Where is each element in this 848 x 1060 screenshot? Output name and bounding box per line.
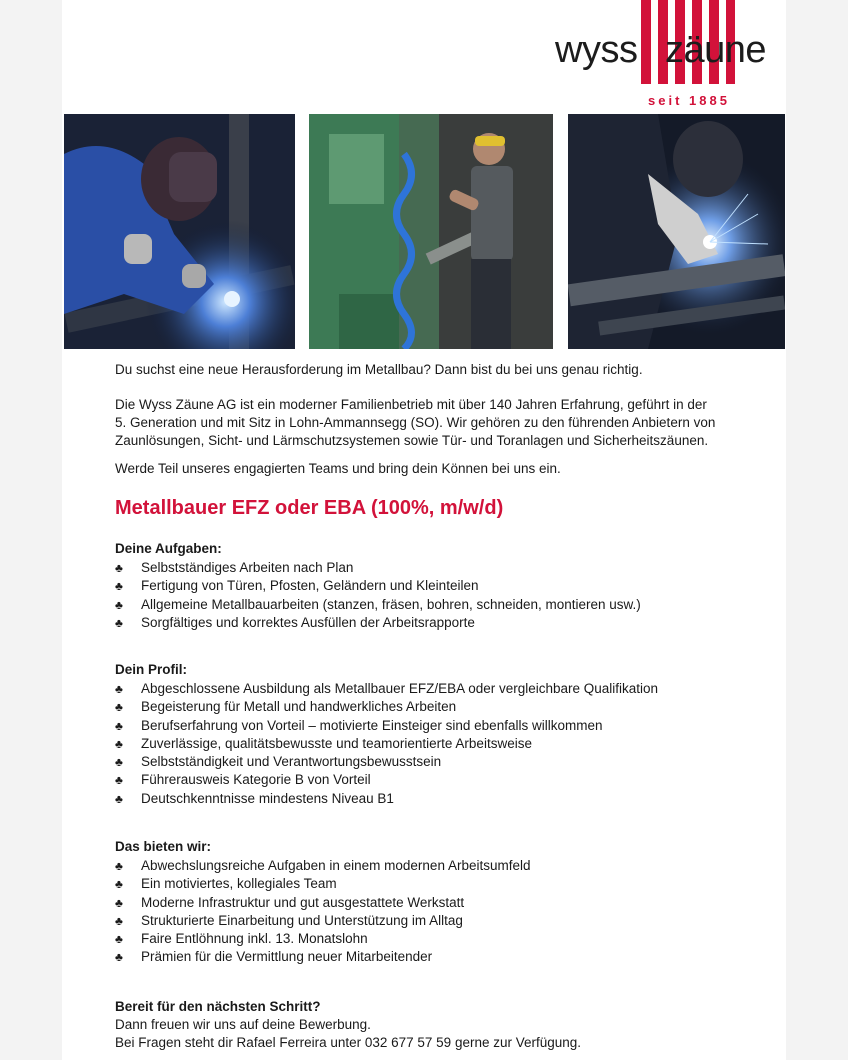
logo-word-right: zäune [665, 29, 767, 71]
club-bullet-icon: ♣ [115, 913, 123, 928]
photo-welding-sparks [568, 114, 785, 349]
list-item: ♣ Sorgfältiges und korrektes Ausfüllen der Arbeitsrapporte [115, 614, 785, 632]
intro-text-line: Die Wyss Zäune AG ist ein moderner Familienbetrieb mit über 140 Jahren Erfahrung, geführt in der [115, 397, 707, 412]
list-item: ♣ Deutschkenntnisse mindestens Niveau B1 [115, 790, 785, 808]
intro-paragraph-3 [115, 460, 785, 478]
intro-text-line: Zaunlösungen, Sicht- und Lärmschutzsystemen sowie Tür- und Toranlagen und Sicherheitszäunen. [115, 433, 709, 448]
intro-paragraph-1 [115, 361, 785, 379]
club-bullet-icon: ♣ [115, 950, 123, 965]
club-bullet-icon: ♣ [115, 877, 123, 892]
closing-heading: Bereit für den nächsten Schritt? [115, 999, 321, 1014]
photo-welder [64, 114, 295, 349]
offer-section [115, 838, 785, 967]
intro-text-line: 5. Generation und mit Sitz in Lohn-Ammannsegg (SO). Wir gehören zu den führenden Anbietern von [115, 415, 716, 430]
club-bullet-icon: ♣ [115, 895, 123, 910]
list-item: ♣ Abwechslungsreiche Aufgaben in einem modernen Arbeitsumfeld [115, 857, 785, 875]
club-bullet-icon: ♣ [115, 682, 123, 696]
club-bullet-icon: ♣ [115, 791, 123, 806]
profile-list [115, 680, 785, 808]
list-item: ♣ Selbstständiges Arbeiten nach Plan [115, 559, 785, 577]
intro-text: Werde Teil unseres engagierten Teams und bring dein Können bei uns ein. [115, 461, 561, 476]
tasks-list [115, 559, 785, 632]
list-item: ♣ Selbstständigkeit und Verantwortungsbewusstsein [115, 753, 785, 771]
club-bullet-icon: ♣ [115, 773, 123, 788]
closing-line: Dann freuen wir uns auf deine Bewerbung. [115, 1017, 371, 1032]
club-bullet-icon: ♣ [115, 597, 123, 612]
club-bullet-icon: ♣ [115, 736, 123, 751]
tasks-section [115, 540, 785, 632]
list-item: ♣ Fertigung von Türen, Pfosten, Geländern und Kleinteilen [115, 577, 785, 595]
list-item: ♣ Zuverlässige, qualitätsbewusste und teamorientierte Arbeitsweise [115, 735, 785, 753]
logo-tagline: seit 1885 [648, 93, 730, 108]
company-logo [555, 0, 770, 110]
intro-text: Du suchst eine neue Herausforderung im Metallbau? Dann bist du bei uns genau richtig. [115, 362, 643, 377]
offer-list [115, 857, 785, 967]
list-item: ♣ Berufserfahrung von Vorteil – motivierte Einsteiger sind ebenfalls willkommen [115, 717, 785, 735]
contact-line: Bei Fragen steht dir Rafael Ferreira unter 032 677 57 59 gerne zur Verfügung. [115, 1035, 582, 1050]
closing-section [115, 998, 581, 1052]
club-bullet-icon: ♣ [115, 859, 123, 873]
list-item: ♣ Begeisterung für Metall und handwerkliches Arbeiten [115, 698, 785, 716]
list-item: ♣ Ein motiviertes, kollegiales Team [115, 875, 785, 893]
profile-section [115, 661, 785, 808]
club-bullet-icon: ♣ [115, 615, 123, 630]
club-bullet-icon: ♣ [115, 561, 123, 575]
photo-press-worker [309, 114, 553, 349]
profile-heading: Dein Profil: [115, 662, 188, 677]
club-bullet-icon: ♣ [115, 700, 123, 715]
list-item: ♣ Moderne Infrastruktur und gut ausgestattete Werkstatt [115, 894, 785, 912]
club-bullet-icon: ♣ [115, 932, 123, 947]
club-bullet-icon: ♣ [115, 718, 123, 733]
list-item: ♣ Faire Entlöhnung inkl. 13. Monatslohn [115, 930, 785, 948]
list-item: ♣ Prämien für die Vermittlung neuer Mitarbeitender [115, 948, 785, 966]
list-item: ♣ Abgeschlossene Ausbildung als Metallbauer EFZ/EBA oder vergleichbare Qualifikation [115, 680, 785, 698]
list-item: ♣ Führerausweis Kategorie B von Vorteil [115, 771, 785, 789]
offer-heading: Das bieten wir: [115, 839, 212, 854]
intro-paragraph-2 [115, 396, 785, 450]
list-item: ♣ Allgemeine Metallbauarbeiten (stanzen, fräsen, bohren, schneiden, montieren usw.) [115, 596, 785, 614]
job-title: Metallbauer EFZ oder EBA (100%, m/w/d) [115, 497, 504, 519]
club-bullet-icon: ♣ [115, 579, 123, 594]
club-bullet-icon: ♣ [115, 755, 123, 770]
tasks-heading: Deine Aufgaben: [115, 541, 222, 556]
list-item: ♣ Strukturierte Einarbeitung und Unterstützung im Alltag [115, 912, 785, 930]
logo-word-left: wyss [555, 29, 638, 71]
